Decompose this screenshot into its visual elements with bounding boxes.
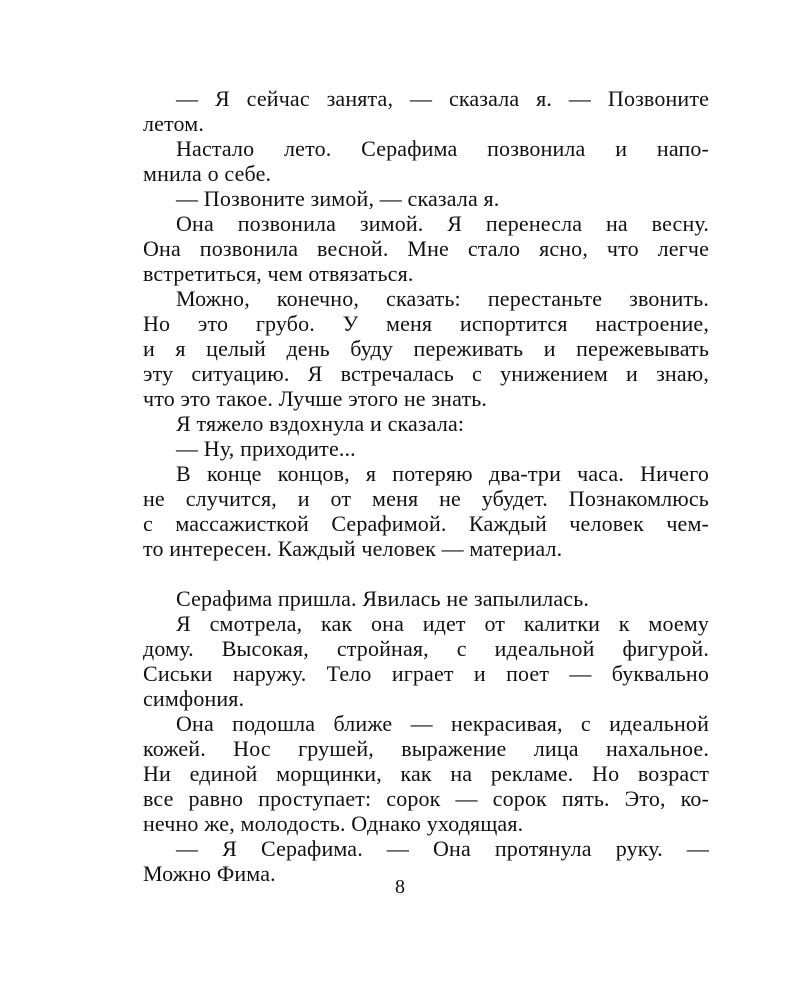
page-number: 8 [395, 876, 405, 898]
text-line: Настало лето. Серафима позвонила и напо- [176, 136, 709, 161]
text-line: и я целый день буду переживать и пережевывать [143, 336, 709, 361]
text-line: — Я Серафима. — Она протянула руку. — [176, 836, 709, 861]
text-line: Она подошла ближе — некрасивая, с идеальной [176, 711, 709, 736]
text-line: — Позвоните зимой, — сказала я. [176, 186, 500, 211]
text-line: мнила о себе. [143, 161, 272, 186]
text-line: летом. [143, 111, 204, 136]
text-line: — Ну, приходите... [176, 436, 356, 461]
text-line: дому. Высокая, стройная, с идеальной фигурой. [143, 636, 709, 661]
text-line: Сиськи наружу. Тело играет и поет — буквально [143, 661, 709, 686]
text-line: Она позвонила зимой. Я перенесла на весну. [176, 211, 709, 236]
text-line: Можно, конечно, сказать: перестаньте звонить. [176, 286, 709, 311]
text-line: Я тяжело вздохнула и сказала: [176, 411, 465, 436]
text-line: Можно Фима. [143, 861, 276, 886]
text-line: кожей. Нос грушей, выражение лица нахальное. [143, 736, 709, 761]
text-line: то интересен. Каждый человек — материал. [143, 536, 563, 561]
text-line: что это такое. Лучше этого не знать. [143, 386, 488, 411]
text-line: Она позвонила весной. Мне стало ясно, что легче [143, 236, 709, 261]
text-line: нечно же, молодость. Однако уходящая. [143, 811, 524, 836]
text-line: не случится, и от меня не убудет. Познакомлюсь [143, 486, 709, 511]
text-line: эту ситуацию. Я встречалась с унижением и знаю, [143, 361, 709, 386]
text-line: — Я сейчас занята, — сказала я. — Позвоните [176, 86, 709, 111]
text-line: В конце концов, я потеряю два-три часа. Ничего [176, 461, 709, 486]
text-line: встретиться, чем отвязаться. [143, 261, 414, 286]
text-line: симфония. [143, 686, 245, 711]
text-line: Я смотрела, как она идет от калитки к моему [176, 611, 709, 636]
text-line: все равно проступает: сорок — сорок пять. Это, ко- [143, 786, 709, 811]
text-line: Серафима пришла. Явилась не запылилась. [176, 586, 590, 611]
text-line: Ни единой морщинки, как на рекламе. Но возраст [143, 761, 709, 786]
text-line: Но это грубо. У меня испортится настроение, [143, 311, 709, 336]
text-line: с массажисткой Серафимой. Каждый человек чем- [143, 511, 709, 536]
